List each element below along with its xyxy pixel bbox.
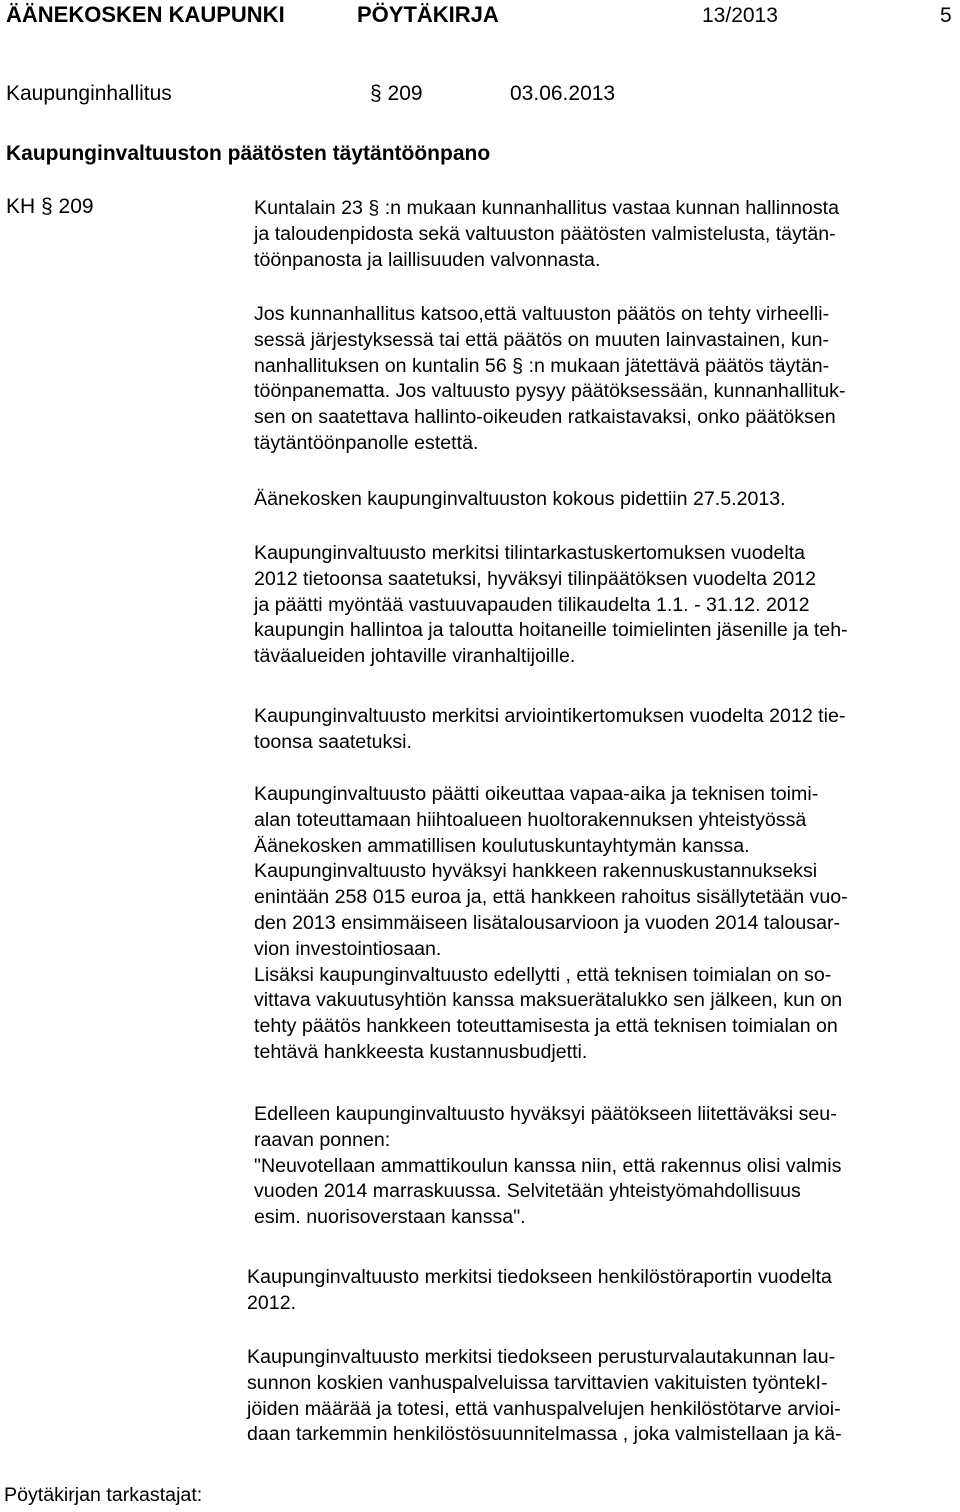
text-line: Lisäksi kaupunginvaltuusto edellytti , että teknisen toimialan on so- <box>254 963 832 986</box>
paragraph-personnel-report <box>247 1265 832 1317</box>
text-line: sen on saatettava hallinto-oikeuden ratkaistavaksi, onko päätöksen <box>254 406 836 429</box>
paragraph-unlawful-decision <box>254 302 845 457</box>
text-line: ja päätti myöntää vastuuvapauden tilikaudelta 1.1. - 31.12. 2012 <box>254 593 810 616</box>
minutes-number: 13/2013 <box>702 4 778 27</box>
text-line: täytäntöönpanolle estettä. <box>254 431 479 454</box>
text-line: "Neuvotellaan ammattikoulun kanssa niin, että rakennus olisi valmis <box>254 1154 842 1177</box>
text-line: Edelleen kaupunginvaltuusto hyväksyi päätökseen liitettäväksi seu- <box>254 1103 837 1125</box>
paragraph-resolution-attachment <box>254 1102 841 1231</box>
paragraph-elderly-services <box>247 1345 842 1448</box>
text-line: jöiden määrää ja totesi, että vanhuspalvelujen henkilöstötarve arvioi- <box>247 1397 841 1420</box>
text-line: sessä järjestyksessä tai että päätös on muuten lainvastainen, kun- <box>254 328 830 351</box>
text-line: ja taloudenpidosta sekä valtuuston päätösten valmistelusta, täytän- <box>254 222 836 245</box>
paragraph-responsibility <box>254 196 839 273</box>
page-title: Kaupunginvaltuuston päätösten täytäntöönpano <box>6 142 491 165</box>
text-line: töönpanematta. Jos valtuusto pysyy päätöksessään, kunnanhallituk- <box>254 380 846 403</box>
paragraph-meeting-held <box>254 487 786 513</box>
text-line: tehtävä hankkeesta kustannusbudjetti. <box>254 1040 588 1063</box>
text-line: Kuntalain 23 § :n mukaan kunnanhallitus vastaa kunnan hallinnosta <box>254 197 839 219</box>
text-line: Kaupunginvaltuusto päätti oikeuttaa vapaa-aika ja teknisen toimi- <box>254 783 819 805</box>
text-line: sunnon koskien vanhuspalveluissa tarvittavien vakituisten työntekI- <box>247 1371 828 1394</box>
text-line: kaupungin hallintoa ja taloutta hoitaneille toimielinten jäsenille ja teh- <box>254 619 848 642</box>
text-line: vittava vakuutusyhtiön kanssa maksuerätalukko sen jälkeen, kun on <box>254 989 843 1012</box>
text-line: Kaupunginvaltuusto merkitsi tiedokseen perusturvalautakunnan lau- <box>247 1346 836 1368</box>
text-line: Kaupunginvaltuusto merkitsi tiedokseen henkilöstöraportin vuodelta <box>247 1266 832 1288</box>
text-line: Kaupunginvaltuusto hyväksyi hankkeen rakennuskustannukseksi <box>254 860 818 883</box>
text-line: Kaupunginvaltuusto merkitsi tilintarkastuskertomuksen vuodelta <box>254 542 806 564</box>
meeting-body: Kaupunginhallitus <box>6 82 172 105</box>
paragraph-audit-report <box>254 541 848 670</box>
text-line: nanhallituksen on kuntalin 56 § :n mukaan jätettävä päätös täytän- <box>254 354 830 377</box>
text-line: vuoden 2014 marraskuussa. Selvitetään yhteistyömahdollisuus <box>254 1180 801 1203</box>
text-line: 2012 tietoonsa saatetuksi, hyväksyi tilinpäätöksen vuodelta 2012 <box>254 567 817 590</box>
text-line: alan toteuttamaan hiihtoalueen huoltorakennuksen yhteistyössä <box>254 808 807 831</box>
document-type: PÖYTÄKIRJA <box>357 2 499 27</box>
case-reference: KH § 209 <box>6 195 94 218</box>
text-line: töönpanosta ja laillisuuden valvonnasta. <box>254 248 601 271</box>
meeting-date: 03.06.2013 <box>510 82 616 105</box>
text-line: Äänekosken ammatillisen koulutuskuntayhtymän kanssa. <box>254 834 750 857</box>
text-line: daan tarkemmin henkilöstösuunnitelmassa , joka valmistellaan ja kä- <box>247 1423 842 1446</box>
text-line: 2012. <box>247 1291 297 1314</box>
section-number: § 209 <box>370 82 423 105</box>
text-line: vion investointiosaan. <box>254 937 442 960</box>
minutes-reviewers-label: Pöytäkirjan tarkastajat: <box>4 1484 203 1506</box>
text-line: Äänekosken kaupunginvaltuuston kokous pidettiin 27.5.2013. <box>254 488 786 510</box>
text-line: raavan ponnen: <box>254 1128 391 1151</box>
text-line: täväalueiden johtaville viranhaltijoille. <box>254 645 576 668</box>
paragraph-evaluation-report <box>254 704 845 756</box>
text-line: enintään 258 015 euroa ja, että hankkeen rahoitus sisällytetään vuo- <box>254 886 848 909</box>
page-number: 5 <box>940 4 952 27</box>
text-line: Jos kunnanhallitus katsoo,että valtuuston päätös on tehty virheelli- <box>254 303 830 325</box>
text-line: Kaupunginvaltuusto merkitsi arviointikertomuksen vuodelta 2012 tie- <box>254 705 846 727</box>
text-line: den 2013 ensimmäiseen lisätalousarvioon ja vuoden 2014 talousar- <box>254 911 841 934</box>
paragraph-ski-area-building <box>254 782 848 1066</box>
text-line: tehty päätös hankkeen toteuttamisesta ja että teknisen toimialan on <box>254 1015 838 1038</box>
text-line: esim. nuorisoverstaan kanssa". <box>254 1206 526 1229</box>
org-name: ÄÄNEKOSKEN KAUPUNKI <box>6 2 285 27</box>
text-line: toonsa saatetuksi. <box>254 730 412 753</box>
